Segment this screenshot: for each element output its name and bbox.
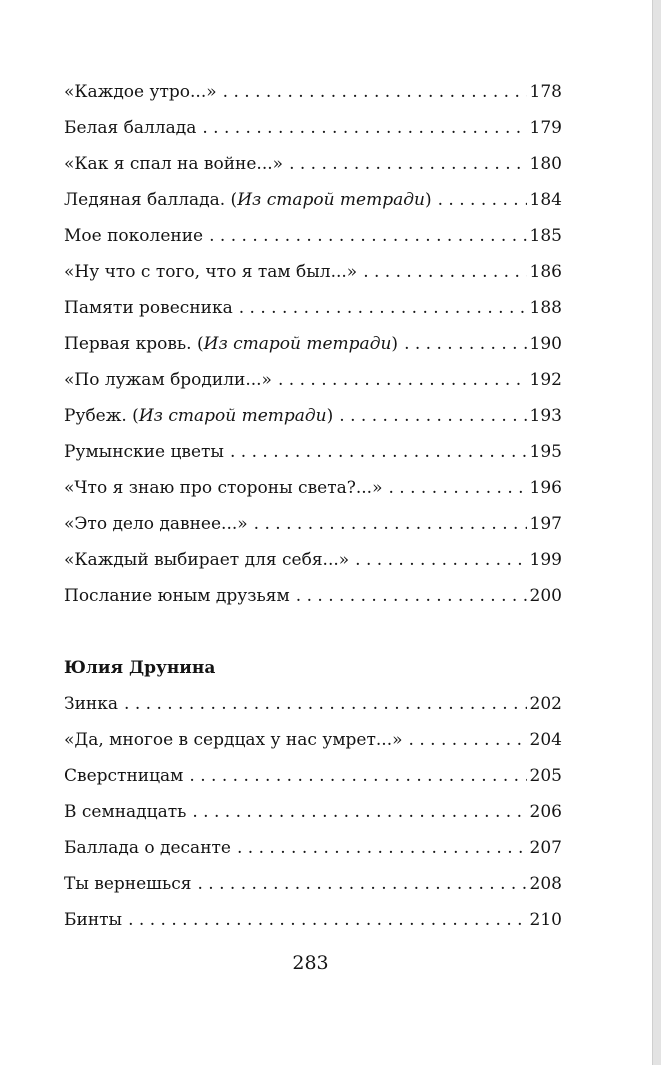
toc-entry-page: 195 — [529, 442, 562, 462]
leader-dots — [438, 182, 527, 218]
toc-entry-page: 200 — [529, 586, 562, 606]
toc-entry-page: 180 — [529, 154, 562, 174]
toc-entry — [64, 218, 562, 254]
leader-dots — [239, 290, 527, 326]
toc-entry — [64, 182, 562, 218]
toc-entry-page: 190 — [529, 334, 562, 354]
toc-entry-note: Из старой тетради — [237, 190, 425, 210]
toc-entry-page: 210 — [529, 910, 562, 930]
toc-entry-note-close: ) — [424, 190, 432, 210]
page-edge — [652, 0, 661, 1065]
leader-dots — [355, 542, 526, 578]
leader-dots — [363, 254, 526, 290]
page-number: 283 — [292, 952, 329, 974]
toc-entry — [64, 902, 562, 938]
toc-entry — [64, 578, 562, 614]
toc-entry-title: В семнадцать — [64, 802, 187, 822]
toc-entry-page: 186 — [529, 262, 562, 282]
toc-entry — [64, 398, 562, 434]
leader-dots — [189, 758, 526, 794]
leader-dots — [296, 578, 527, 614]
toc-entry — [64, 830, 562, 866]
leader-dots — [230, 434, 527, 470]
toc-entry-title: «Каждый выбирает для себя...» — [64, 550, 350, 570]
toc-entry-title: «Каждое утро...» — [64, 82, 217, 102]
toc-entry — [64, 254, 562, 290]
toc-entry — [64, 434, 562, 470]
leader-dots — [124, 686, 527, 722]
toc-entry — [64, 758, 562, 794]
leader-dots — [339, 398, 526, 434]
table-of-contents — [64, 74, 562, 938]
leader-dots — [209, 218, 526, 254]
toc-entry — [64, 470, 562, 506]
toc-entry-title: «Как я спал на войне...» — [64, 154, 284, 174]
toc-entry — [64, 290, 562, 326]
toc-entry — [64, 362, 562, 398]
toc-entry-page: 185 — [529, 226, 562, 246]
leader-dots — [388, 470, 526, 506]
toc-entry-title-main: Рубеж. ( — [64, 406, 139, 426]
toc-entry-title: «Что я знаю про стороны света?...» — [64, 478, 383, 498]
leader-dots — [223, 74, 527, 110]
toc-entry-page: 184 — [529, 190, 562, 210]
leader-dots — [409, 722, 527, 758]
toc-entry-page: 178 — [529, 82, 562, 102]
toc-entry — [64, 686, 562, 722]
toc-entry-page: 197 — [529, 514, 562, 534]
toc-entry-page: 205 — [529, 766, 562, 786]
leader-dots — [202, 110, 526, 146]
toc-entry-title-main: Ледяная баллада. ( — [64, 190, 238, 210]
toc-entry-page: 208 — [529, 874, 562, 894]
toc-entry-page: 206 — [529, 802, 562, 822]
toc-entry-title: Сверстницам — [64, 766, 184, 786]
toc-entry-note: Из старой тетради — [203, 334, 392, 354]
leader-dots — [128, 902, 526, 938]
toc-entry-title: Мое поколение — [64, 226, 204, 246]
toc-entry — [64, 146, 562, 182]
leader-dots — [254, 506, 527, 542]
section-heading: Юлия Друнина — [64, 658, 216, 678]
toc-entry-page: 202 — [529, 694, 562, 714]
toc-entry-title: «По лужам бродили...» — [64, 370, 272, 390]
toc-entry — [64, 74, 562, 110]
toc-entry-page: 192 — [529, 370, 562, 390]
toc-entry-title — [64, 398, 333, 434]
leader-dots — [278, 362, 527, 398]
toc-entry-page: 199 — [529, 550, 562, 570]
toc-entry-title: «Это дело давнее...» — [64, 514, 248, 534]
toc-entry — [64, 794, 562, 830]
toc-entry-title — [64, 326, 398, 362]
leader-dots — [197, 866, 526, 902]
toc-entry-title-main: Первая кровь. ( — [64, 334, 204, 354]
toc-entry — [64, 866, 562, 902]
toc-entry-page: 179 — [529, 118, 562, 138]
toc-entry-title: «Ну что с того, что я там был...» — [64, 262, 358, 282]
toc-entry-page: 188 — [529, 298, 562, 318]
toc-entry-title: Бинты — [64, 910, 123, 930]
leader-dots — [237, 830, 527, 866]
toc-entry-note-close: ) — [326, 406, 334, 426]
toc-entry-page: 207 — [529, 838, 562, 858]
toc-entry-note: Из старой тетради — [138, 406, 327, 426]
toc-entry — [64, 326, 562, 362]
toc-entry-title: Румынские цветы — [64, 442, 224, 462]
toc-entry — [64, 110, 562, 146]
toc-entry-title: Послание юным друзьям — [64, 586, 290, 606]
leader-dots — [289, 146, 526, 182]
toc-entry-page: 193 — [529, 406, 562, 426]
toc-entry-page: 204 — [529, 730, 562, 750]
toc-entry — [64, 506, 562, 542]
toc-entry-title: Баллада о десанте — [64, 838, 231, 858]
leader-dots — [192, 794, 526, 830]
toc-entry-title: Белая баллада — [64, 118, 197, 138]
toc-entry-title: «Да, многое в сердцах у нас умрет...» — [64, 730, 403, 750]
leader-dots — [404, 326, 526, 362]
toc-entry-note-close: ) — [391, 334, 399, 354]
toc-entry — [64, 722, 562, 758]
toc-entry-title: Зинка — [64, 694, 119, 714]
toc-entry — [64, 542, 562, 578]
toc-entry-title: Ты вернешься — [64, 874, 192, 894]
toc-entry-title: Памяти ровесника — [64, 298, 233, 318]
toc-entry-title — [64, 182, 432, 218]
toc-entry-page: 196 — [529, 478, 562, 498]
